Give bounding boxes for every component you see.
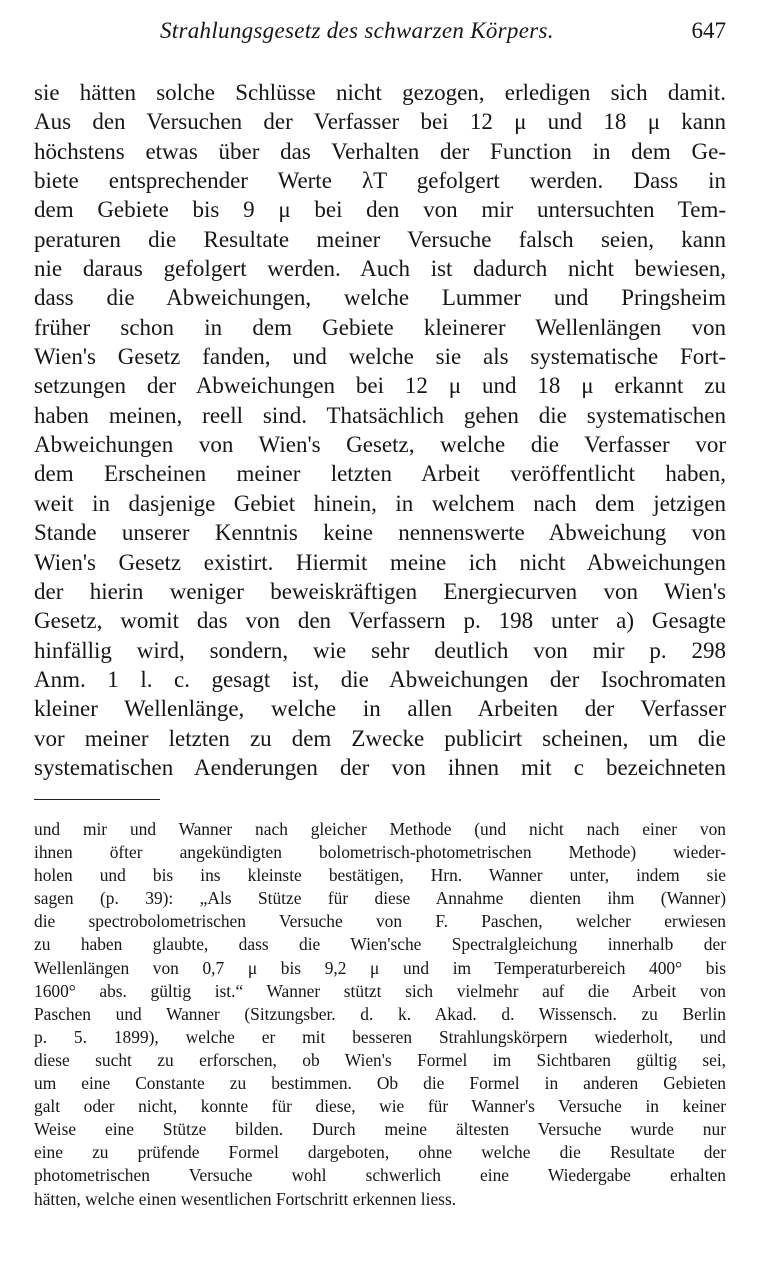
text-line: Abweichungen von Wien's Gesetz, welche die Verfasser vor <box>34 432 726 458</box>
text-line: Aus den Versuchen der Verfasser bei 12 μ und 18 μ kann <box>34 109 726 135</box>
text-line: setzungen der Abweichungen bei 12 μ und 18 μ erkannt zu <box>34 373 726 399</box>
text-line: dem Gebiete bis 9 μ bei den von mir untersuchten Tem- <box>34 197 726 223</box>
footnote-line: Wellenlängen von 0,7 μ bis 9,2 μ und im Temperaturbereich 400° bis <box>34 957 726 978</box>
text-line: Wien's Gesetz existirt. Hiermit meine ich nicht Abweichungen <box>34 549 726 575</box>
text-line: weit in dasjenige Gebiet hinein, in welchem nach dem jetzigen <box>34 490 726 516</box>
footnote <box>34 818 726 1211</box>
text-line: Stande unserer Kenntnis keine nennenswerte Abweichung von <box>34 520 726 546</box>
text-line: dass die Abweichungen, welche Lummer und Pringsheim <box>34 285 726 311</box>
footnote-line: Paschen und Wanner (Sitzungsber. d. k. Akad. d. Wissensch. zu Berlin <box>34 1003 726 1024</box>
text-line: kleiner Wellenlänge, welche in allen Arbeiten der Verfasser <box>34 696 726 722</box>
footnote-line: sagen (p. 39): „Als Stütze für diese Annahme dienten ihm (Wanner) <box>34 888 726 909</box>
footnote-line: diese sucht zu erforschen, ob Wien's Formel im Sichtbaren gültig sei, <box>34 1049 726 1070</box>
text-line: sie hätten solche Schlüsse nicht gezogen, erledigen sich damit. <box>34 80 726 105</box>
text-line: vor meiner letzten zu dem Zwecke publicirt scheinen, um die <box>34 725 726 751</box>
footnote-line: galt oder nicht, konnte für diese, wie für Wanner's Versuche in keiner <box>34 1096 726 1117</box>
text-line: der hierin weniger beweiskräftigen Energiecurven von Wien's <box>34 578 726 604</box>
footnote-line: p. 5. 1899), welche er mit besseren Strahlungskörpern wiederholt, und <box>34 1026 726 1047</box>
footnote-line: eine zu prüfende Formel dargeboten, ohne welche die Resultate der <box>34 1142 726 1163</box>
text-line: haben meinen, reell sind. Thatsächlich gehen die systematischen <box>34 402 726 428</box>
running-title: Strahlungsgesetz des schwarzen Körpers. <box>160 18 554 43</box>
page-number: 647 <box>691 18 726 43</box>
footnote-divider <box>34 799 160 800</box>
footnote-line: photometrischen Versuche wohl schwerlich eine Wiedergabe erhalten <box>34 1165 726 1186</box>
footnote-line: zu haben glaubte, dass die Wien'sche Spectralgleichung innerhalb der <box>34 934 726 955</box>
text-line: peraturen die Resultate meiner Versuche falsch seien, kann <box>34 226 726 252</box>
page-header <box>34 18 726 50</box>
text-line: Gesetz, womit das von den Verfassern p. 198 unter a) Gesagte <box>34 608 726 634</box>
footnote-line: um eine Constante zu bestimmen. Ob die Formel in anderen Gebieten <box>34 1073 726 1094</box>
text-line: Anm. 1 l. c. gesagt ist, die Abweichungen der Isochromaten <box>34 666 726 692</box>
text-line: hinfällig wird, sondern, wie sehr deutlich von mir p. 298 <box>34 637 726 663</box>
text-line: biete entsprechender Werte λT gefolgert werden. Dass in <box>34 168 726 194</box>
footnote-line: und mir und Wanner nach gleicher Methode (und nicht nach einer von <box>34 819 726 839</box>
text-line: Wien's Gesetz fanden, und welche sie als systematische Fort- <box>34 344 726 370</box>
text-line: systematischen Aenderungen der von ihnen mit c bezeichneten <box>34 754 726 780</box>
footnote-line: 1600° abs. gültig ist.“ Wanner stützt sich vielmehr auf die Arbeit von <box>34 980 726 1001</box>
footnote-line: hätten, welche einen wesentlichen Fortschritt erkennen liess. <box>34 1188 457 1209</box>
main-text <box>34 78 726 782</box>
text-line: höchstens etwas über das Verhalten der Function in dem Ge- <box>34 138 726 164</box>
text-line: nie daraus gefolgert werden. Auch ist dadurch nicht bewiesen, <box>34 256 726 282</box>
text-line: früher schon in dem Gebiete kleinerer Wellenlängen von <box>34 314 726 340</box>
footnote-line: Weise eine Stütze bilden. Durch meine ältesten Versuche wurde nur <box>34 1119 726 1140</box>
footnote-line: ihnen öfter angekündigten bolometrisch-photometrischen Methode) wieder- <box>34 842 726 863</box>
footnote-line: holen und bis ins kleinste bestätigen, Hrn. Wanner unter, indem sie <box>34 865 726 886</box>
footnote-line: die spectrobolometrischen Versuche von F. Paschen, welcher erwiesen <box>34 911 726 932</box>
text-line: dem Erscheinen meiner letzten Arbeit veröffentlicht haben, <box>34 461 726 487</box>
